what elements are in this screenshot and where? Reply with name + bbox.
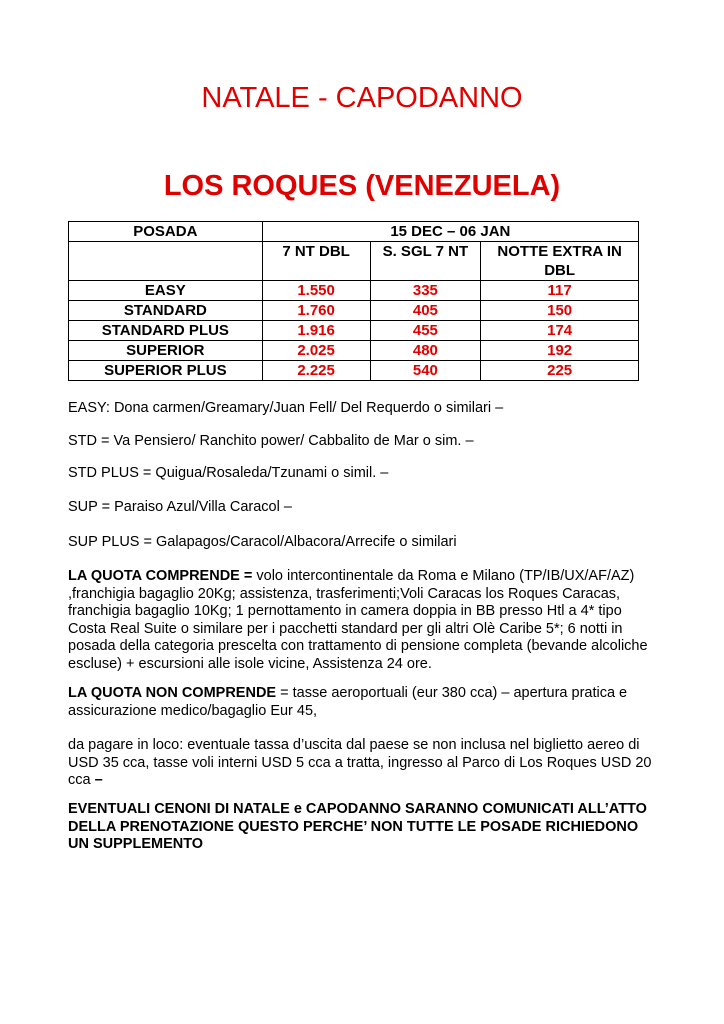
row-dbl-price: 1.550: [262, 281, 370, 301]
row-category: EASY: [69, 281, 263, 301]
table-row: [69, 281, 639, 301]
row-category: STANDARD: [69, 301, 263, 321]
table-row: [69, 341, 639, 361]
row-category: SUPERIOR PLUS: [69, 361, 263, 381]
includes-paragraph: [68, 568, 658, 674]
row-sgl-supplement: 405: [370, 301, 481, 321]
row-sgl-supplement: 335: [370, 281, 481, 301]
includes-label: LA QUOTA COMPRENDE =: [68, 568, 253, 584]
row-sgl-supplement: 480: [370, 341, 481, 361]
category-std-plus: STD PLUS = Quigua/Rosaleda/Tzunami o simil. –: [68, 465, 389, 481]
row-dbl-price: 1.916: [262, 321, 370, 341]
row-dbl-price: 2.225: [262, 361, 370, 381]
destination-title: LOS ROQUES (VENEZUELA): [163, 170, 561, 202]
row-category: STANDARD PLUS: [69, 321, 263, 341]
category-easy: EASY: Dona carmen/Greamary/Juan Fell/ Del Requerdo o similari –: [68, 400, 504, 416]
row-category: SUPERIOR: [69, 341, 263, 361]
category-std: STD = Va Pensiero/ Ranchito power/ Cabbalito de Mar o sim. –: [68, 433, 474, 449]
row-extra-night: 174: [481, 321, 639, 341]
table-row: [69, 321, 639, 341]
includes-text: volo intercontinentale da Roma e Milano (TP/IB/UX/AF/AZ) ,franchigia bagaglio 20Kg; assistenza, trasferimenti;Voli Caracas los Roques Caracas, franchigia bagaglio 10Kg; 1 pernottamento in camera doppia in BB presso Htl a 4* tipo Costa Real Suite o similare per i pacchetti standard per gli altri Olè Caribe 5*; 6 notti in posada della categoria prescelta con trattamento di pensione completa (bevande alcoliche escluse) + escursioni alle isole vicine, Assistenza 24 ore.: [68, 568, 648, 672]
row-sgl-supplement: 455: [370, 321, 481, 341]
excludes-text: = tasse aeroportuali (eur 380 cca) – apertura pratica e assicurazione medico/bagaglio Eur 45,: [68, 685, 628, 719]
local-payment-text: da pagare in loco: eventuale tassa d’uscita dal paese se non inclusa nel biglietto aereo di USD 35 cca, tasse voli interni USD 5 cca a tratta, ingresso al Parco di Los Roques USD 20 cca: [68, 737, 652, 789]
table-row: [69, 301, 639, 321]
document-title: NATALE - CAPODANNO: [201, 82, 523, 114]
table-header-row: [69, 222, 639, 242]
row-sgl-supplement: 540: [370, 361, 481, 381]
category-sup: SUP = Paraiso Azul/Villa Caracol –: [68, 499, 292, 515]
category-sup-plus: SUP PLUS = Galapagos/Caracol/Albacora/Arrecife o similari: [68, 534, 457, 550]
row-extra-night: 150: [481, 301, 639, 321]
header-posada: POSADA: [69, 222, 263, 242]
header-7nt-dbl: 7 NT DBL: [262, 242, 370, 281]
price-table: [68, 221, 639, 381]
local-payment-dash: –: [94, 772, 103, 789]
table-row: [69, 361, 639, 381]
local-payment-paragraph: [68, 737, 658, 790]
header-sgl-7nt: S. SGL 7 NT: [370, 242, 481, 281]
notice-paragraph: EVENTUALI CENONI DI NATALE e CAPODANNO SARANNO COMUNICATI ALL’ATTO DELLA PRENOTAZIONE QUESTO PERCHE’ NON TUTTE LE POSADE RICHIEDONO UN SUPPLEMENTO: [68, 801, 647, 853]
excludes-paragraph: [68, 685, 658, 720]
header-period: 15 DEC – 06 JAN: [262, 222, 638, 242]
row-extra-night: 192: [481, 341, 639, 361]
row-dbl-price: 1.760: [262, 301, 370, 321]
excludes-label: LA QUOTA NON COMPRENDE: [68, 685, 277, 701]
row-extra-night: 225: [481, 361, 639, 381]
row-extra-night: 117: [481, 281, 639, 301]
table-subheader-row: [69, 242, 639, 281]
row-dbl-price: 2.025: [262, 341, 370, 361]
header-empty: [69, 242, 263, 281]
header-extra-night: NOTTE EXTRA IN DBL: [481, 242, 639, 281]
